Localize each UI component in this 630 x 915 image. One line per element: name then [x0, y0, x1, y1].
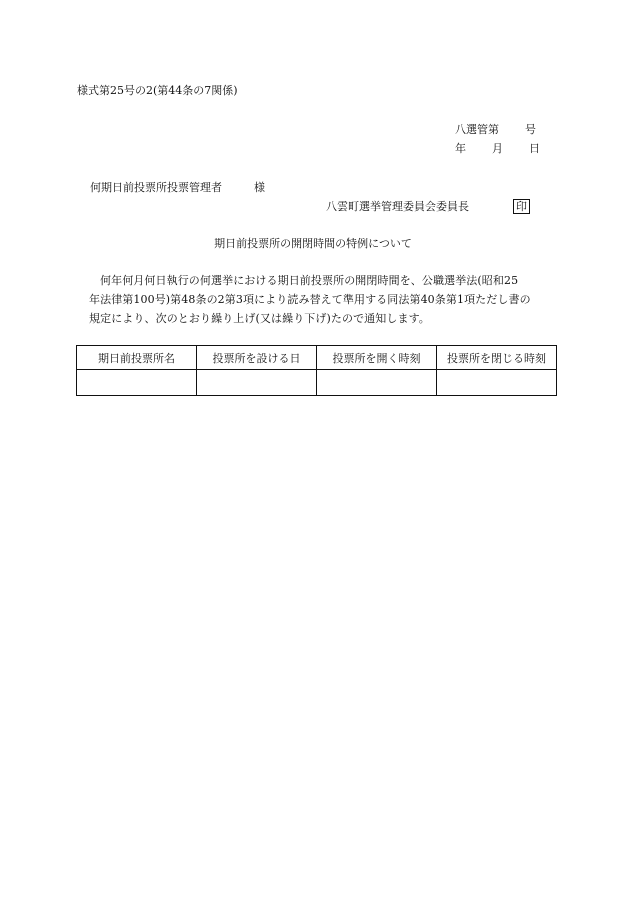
document-title — [0, 237, 630, 251]
date-year: 年 — [455, 142, 466, 155]
body-line: 規定により、次のとおり繰り上げ(又は繰り下げ)たので通知します。 — [89, 312, 430, 325]
cell-setup-date — [197, 370, 317, 396]
addressee-name: 何期日前投票所投票管理者 — [90, 181, 222, 194]
seal-mark: 印 — [513, 199, 530, 214]
table-row — [77, 370, 557, 396]
document-title-text: 期日前投票所の開閉時間の特例について — [214, 237, 412, 250]
cell-station-name — [77, 370, 197, 396]
form-id: 様式第25号の2(第44条の7関係) — [77, 84, 238, 97]
header-station-name: 期日前投票所名 — [77, 346, 197, 370]
header-setup-date: 投票所を設ける日 — [197, 346, 317, 370]
header-open-time: 投票所を開く時刻 — [317, 346, 437, 370]
document-number-prefix: 八選管第 — [455, 123, 499, 136]
addressee — [90, 181, 265, 195]
addressee-honorific: 様 — [254, 181, 265, 194]
body-line: 年法律第100号)第48条の2第3項により読み替えて準用する同法第40条第1項ただし書の — [89, 293, 531, 306]
sender-name: 八雲町選挙管理委員会委員長 — [326, 200, 469, 213]
cell-close-time — [437, 370, 557, 396]
body-line: 何年何月何日執行の何選挙における期日前投票所の開閉時間を、公職選挙法(昭和25 — [100, 274, 519, 287]
header-close-time: 投票所を閉じる時刻 — [437, 346, 557, 370]
table-header-row — [77, 346, 557, 370]
body-paragraph — [77, 271, 557, 328]
schedule-table — [76, 345, 557, 396]
date-month: 月 — [492, 142, 503, 155]
date-day: 日 — [529, 142, 540, 155]
sender — [326, 199, 530, 214]
document-number — [455, 123, 536, 137]
cell-open-time — [317, 370, 437, 396]
issue-date — [455, 142, 540, 156]
document-number-suffix: 号 — [525, 123, 536, 136]
